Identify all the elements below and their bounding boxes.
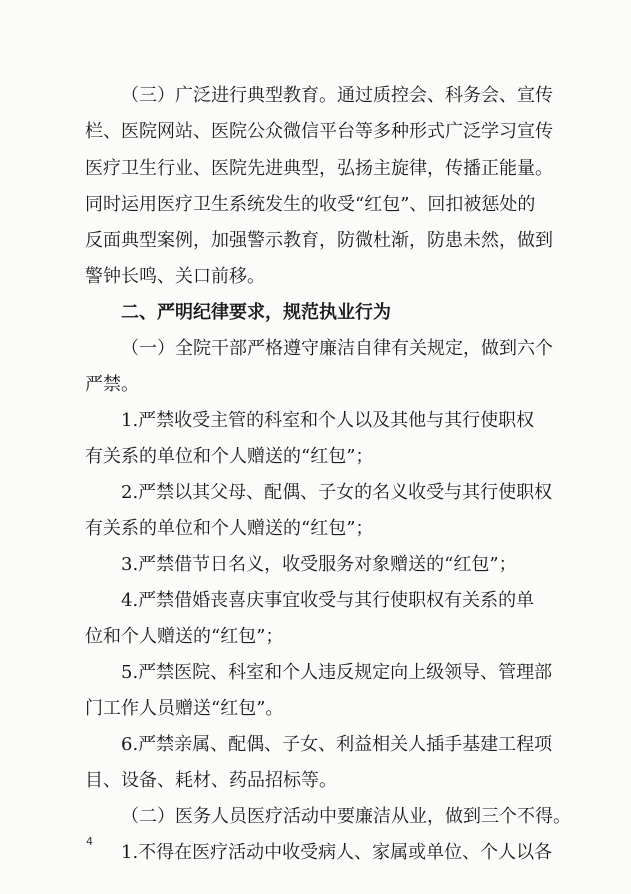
section-heading: 二、严明纪律要求，规范执业行为 [121, 302, 391, 323]
list-item-line: 1.严禁收受主管的科室和个人以及其他与其行使职权 [121, 410, 535, 431]
list-item-line: 3.严禁借节日名义，收受服务对象赠送的“红包”； [121, 554, 517, 575]
paragraph-line: 同时运用医疗卫生系统发生的收受“红包”、回扣被惩处的 [85, 194, 536, 215]
list-item-line: 门工作人员赠送“红包”。 [85, 698, 284, 719]
list-item-line: 1.不得在医疗活动中收受病人、家属或单位、个人以各 [121, 842, 553, 863]
paragraph-line: （二）医务人员医疗活动中要廉洁从业，做到三个不得。 [121, 806, 571, 827]
list-item-line: 5.严禁医院、科室和个人违反规定向上级领导、管理部 [121, 662, 553, 683]
list-item-line: 2.严禁以其父母、配偶、子女的名义收受与其行使职权 [121, 482, 553, 503]
paragraph-line: （一）全院干部严格遵守廉洁自律有关规定，做到六个 [121, 338, 553, 359]
page-number: 4 [86, 835, 93, 848]
paragraph-line: （三）广泛进行典型教育。通过质控会、科务会、宣传 [121, 85, 553, 106]
paragraph-line: 警钟长鸣、关口前移。 [85, 266, 265, 287]
paragraph-line: 严禁。 [85, 374, 139, 395]
paragraph-line: 医疗卫生行业、医院先进典型，弘扬主旋律，传播正能量。 [85, 158, 553, 179]
list-item-line: 6.严禁亲属、配偶、子女、利益相关人插手基建工程项 [121, 734, 553, 755]
list-item-line: 有关系的单位和个人赠送的“红包”； [85, 446, 374, 467]
paragraph-line: 栏、医院网站、医院公众微信平台等多种形式广泛学习宣传 [85, 121, 553, 142]
list-item-line: 位和个人赠送的“红包”； [85, 626, 284, 647]
list-item-line: 4.严禁借婚丧喜庆事宜收受与其行使职权有关系的单 [121, 590, 535, 611]
list-item-line: 有关系的单位和个人赠送的“红包”； [85, 518, 374, 539]
list-item-line: 目、设备、耗材、药品招标等。 [85, 770, 337, 791]
paragraph-line: 反面典型案例，加强警示教育，防微杜渐，防患未然，做到 [85, 230, 553, 251]
